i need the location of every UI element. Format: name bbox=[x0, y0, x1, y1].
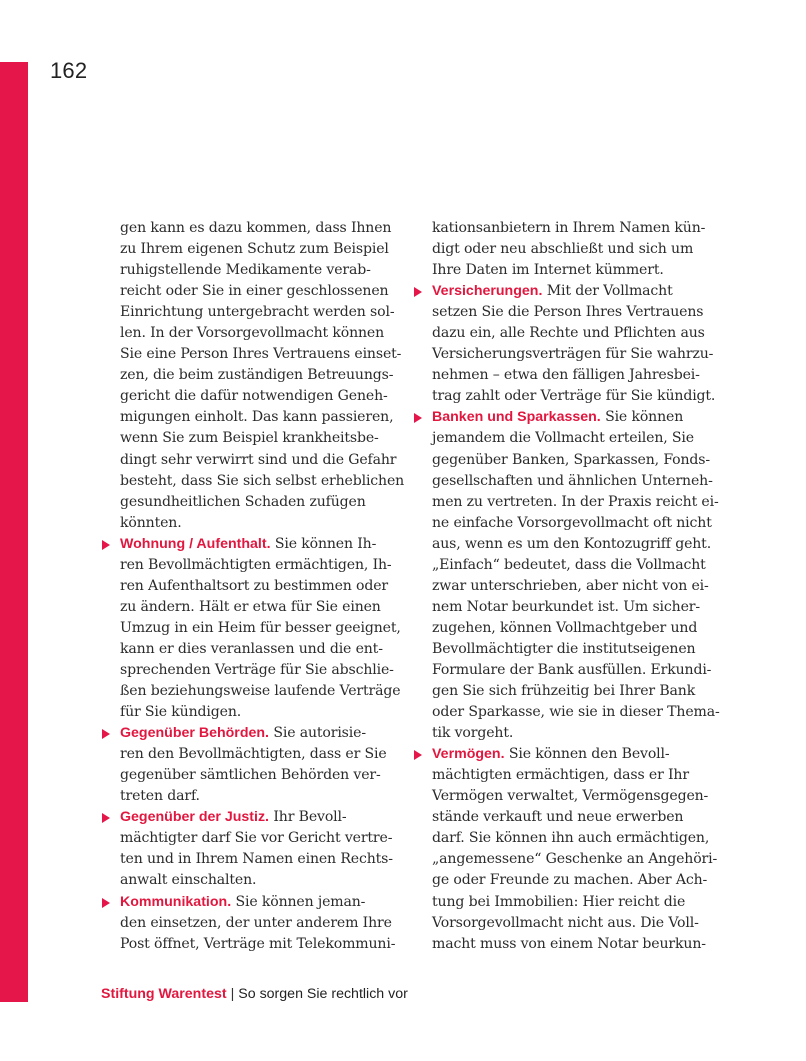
text-line: Sie können bbox=[600, 409, 684, 426]
text-line: gegenüber Banken, Sparkassen, Fonds- bbox=[432, 451, 711, 468]
list-item-behoerden bbox=[120, 723, 410, 807]
text-line: trag zahlt oder Verträge für Sie kündigt. bbox=[432, 388, 716, 405]
list-item-kommunikation bbox=[120, 892, 410, 955]
text-line: gen kann es dazu kommen, dass Ihnen bbox=[120, 220, 392, 236]
text-line: „Einfach“ bedeutet, dass die Vollmacht bbox=[432, 556, 706, 573]
text-line: ren den Bevollmächtigten, dass er Sie bbox=[120, 746, 387, 763]
text-line: darf. Sie können ihn auch ermächtigen, bbox=[432, 830, 710, 847]
list-item-banken bbox=[432, 407, 722, 744]
text-line: Ihre Daten im Internet kümmert. bbox=[432, 262, 664, 279]
footer-book-title: So sorgen Sie rechtlich vor bbox=[238, 986, 408, 1002]
text-line: men zu vertreten. In der Praxis reicht ei- bbox=[432, 493, 719, 510]
item-heading: Versicherungen. bbox=[432, 283, 543, 300]
intro-paragraph bbox=[120, 218, 410, 534]
text-line: ren Bevollmächtigten ermächtigen, Ih- bbox=[120, 556, 392, 573]
text-line: Sie eine Person Ihres Vertrauens einset- bbox=[120, 346, 402, 363]
text-line: ruhigstellende Medikamente verab- bbox=[120, 262, 371, 279]
text-line: reicht oder Sie in einer geschlossenen bbox=[120, 283, 389, 300]
text-line: zwar unterschrieben, aber nicht von ei- bbox=[432, 577, 709, 594]
side-accent-bar bbox=[0, 62, 28, 1002]
text-line: jemandem die Vollmacht erteilen, Sie bbox=[432, 430, 694, 447]
text-line: zugehen, können Vollmachtgeber und bbox=[432, 619, 698, 636]
item-heading: Gegenüber der Justiz. bbox=[120, 809, 270, 826]
text-line: ren Aufenthaltsort zu bestimmen oder bbox=[120, 577, 388, 594]
text-line: gericht die dafür notwendigen Geneh- bbox=[120, 388, 388, 405]
triangle-bullet-icon bbox=[414, 750, 422, 760]
text-line: tik vorgeht. bbox=[432, 725, 514, 742]
item-heading: Banken und Sparkassen. bbox=[432, 409, 601, 426]
text-line: digt oder neu abschließt und sich um bbox=[432, 241, 694, 258]
text-line: len. In der Vorsorgevollmacht können bbox=[120, 325, 385, 342]
text-line: oder Sparkasse, wie sie in dieser Thema- bbox=[432, 704, 720, 721]
list-item-justiz bbox=[120, 807, 410, 891]
item-heading: Wohnung / Aufenthalt. bbox=[120, 535, 271, 552]
item-heading: Kommunikation. bbox=[120, 893, 232, 910]
text-line: dazu ein, alle Rechte und Pflichten aus bbox=[432, 325, 705, 342]
text-line: mächtigter darf Sie vor Gericht vertre- bbox=[120, 830, 393, 847]
text-line: Versicherungsverträgen für Sie wahrzu- bbox=[432, 346, 714, 363]
text-line: ne einfache Vorsorgevollmacht oft nicht bbox=[432, 514, 712, 531]
text-line: nem Notar beurkundet ist. Um sicher- bbox=[432, 598, 700, 615]
text-line: aus, wenn es um den Kontozugriff geht. bbox=[432, 535, 712, 552]
text-line: Bevollmächtigter die institutseigenen bbox=[432, 640, 696, 657]
text-line: Sie können jeman- bbox=[231, 893, 366, 910]
left-column bbox=[120, 218, 410, 955]
text-line: Mit der Vollmacht bbox=[542, 283, 673, 300]
text-line: Post öffnet, Verträge mit Telekommuni- bbox=[120, 935, 396, 952]
text-line: Vermögen verwaltet, Vermögensgegen- bbox=[432, 788, 709, 805]
triangle-bullet-icon bbox=[102, 898, 110, 908]
footer-brand: Stiftung Warentest bbox=[101, 986, 227, 1002]
page-number: 162 bbox=[50, 58, 88, 83]
item-heading: Vermögen. bbox=[432, 746, 505, 763]
text-line: anwalt einschalten. bbox=[120, 872, 257, 889]
text-line: den einsetzen, der unter anderem Ihre bbox=[120, 914, 392, 931]
text-line: zu ändern. Hält er etwa für Sie einen bbox=[120, 598, 381, 615]
text-line: dingt sehr verwirrt sind und die Gefahr bbox=[120, 451, 397, 468]
text-line: tung bei Immobilien: Hier reicht die bbox=[432, 893, 686, 910]
text-line: Sie können Ih- bbox=[270, 535, 377, 552]
text-line: sprechenden Verträge für Sie abschlie- bbox=[120, 661, 394, 678]
text-line: gesundheitlichen Schaden zufügen bbox=[120, 493, 366, 510]
text-line: besteht, dass Sie sich selbst erheblichen bbox=[120, 472, 405, 489]
text-line: ge oder Freunde zu machen. Aber Ach- bbox=[432, 872, 708, 889]
text-line: kann er dies veranlassen und die ent- bbox=[120, 640, 383, 657]
text-line: wenn Sie zum Beispiel krankheitsbe- bbox=[120, 430, 379, 447]
text-line: Umzug in ein Heim für besser geeignet, bbox=[120, 619, 401, 636]
text-line: gen Sie sich frühzeitig bei Ihrer Bank bbox=[432, 683, 696, 700]
text-line: Ihr Bevoll- bbox=[269, 809, 347, 826]
continuation-paragraph bbox=[432, 218, 722, 281]
text-line: „angemessene“ Geschenke an Angehöri- bbox=[432, 851, 718, 868]
text-line: kationsanbietern in Ihrem Namen kün- bbox=[432, 220, 706, 236]
text-line: gesellschaften und ähnlichen Unterneh- bbox=[432, 472, 713, 489]
right-column bbox=[432, 218, 722, 955]
text-line: zen, die beim zuständigen Betreuungs- bbox=[120, 367, 394, 384]
text-line: ßen beziehungsweise laufende Verträge bbox=[120, 683, 401, 700]
footer-separator: | bbox=[230, 986, 235, 1002]
text-line: setzen Sie die Person Ihres Vertrauens bbox=[432, 304, 704, 321]
page-footer bbox=[101, 986, 408, 1002]
text-line: Sie autorisie- bbox=[269, 725, 366, 742]
text-line: könnten. bbox=[120, 514, 182, 531]
text-line: gegenüber sämtlichen Behörden ver- bbox=[120, 767, 381, 784]
text-line: Vorsorgevollmacht nicht aus. Die Voll- bbox=[432, 914, 699, 931]
text-line: für Sie kündigen. bbox=[120, 704, 242, 721]
list-item-wohnung bbox=[120, 534, 410, 723]
triangle-bullet-icon bbox=[414, 287, 422, 297]
list-item-versicherungen bbox=[432, 281, 722, 407]
triangle-bullet-icon bbox=[102, 729, 110, 739]
text-line: ten und in Ihrem Namen einen Rechts- bbox=[120, 851, 393, 868]
item-heading: Gegenüber Behörden. bbox=[120, 725, 269, 742]
text-line: stände verkauft und neue erwerben bbox=[432, 809, 684, 826]
text-line: macht muss von einem Notar beurkun- bbox=[432, 935, 706, 952]
text-line: mächtigten ermächtigen, dass er Ihr bbox=[432, 767, 689, 784]
list-item-vermoegen bbox=[432, 744, 722, 954]
text-line: migungen einholt. Das kann passieren, bbox=[120, 409, 394, 426]
triangle-bullet-icon bbox=[102, 540, 110, 550]
triangle-bullet-icon bbox=[414, 413, 422, 423]
text-line: Sie können den Bevoll- bbox=[504, 746, 670, 763]
triangle-bullet-icon bbox=[102, 813, 110, 823]
text-line: treten darf. bbox=[120, 788, 200, 805]
text-line: Formulare der Bank ausfüllen. Erkundi- bbox=[432, 661, 712, 678]
text-line: Einrichtung untergebracht werden sol- bbox=[120, 304, 395, 321]
text-line: nehmen – etwa den fälligen Jahresbei- bbox=[432, 367, 700, 384]
text-line: zu Ihrem eigenen Schutz zum Beispiel bbox=[120, 241, 389, 258]
